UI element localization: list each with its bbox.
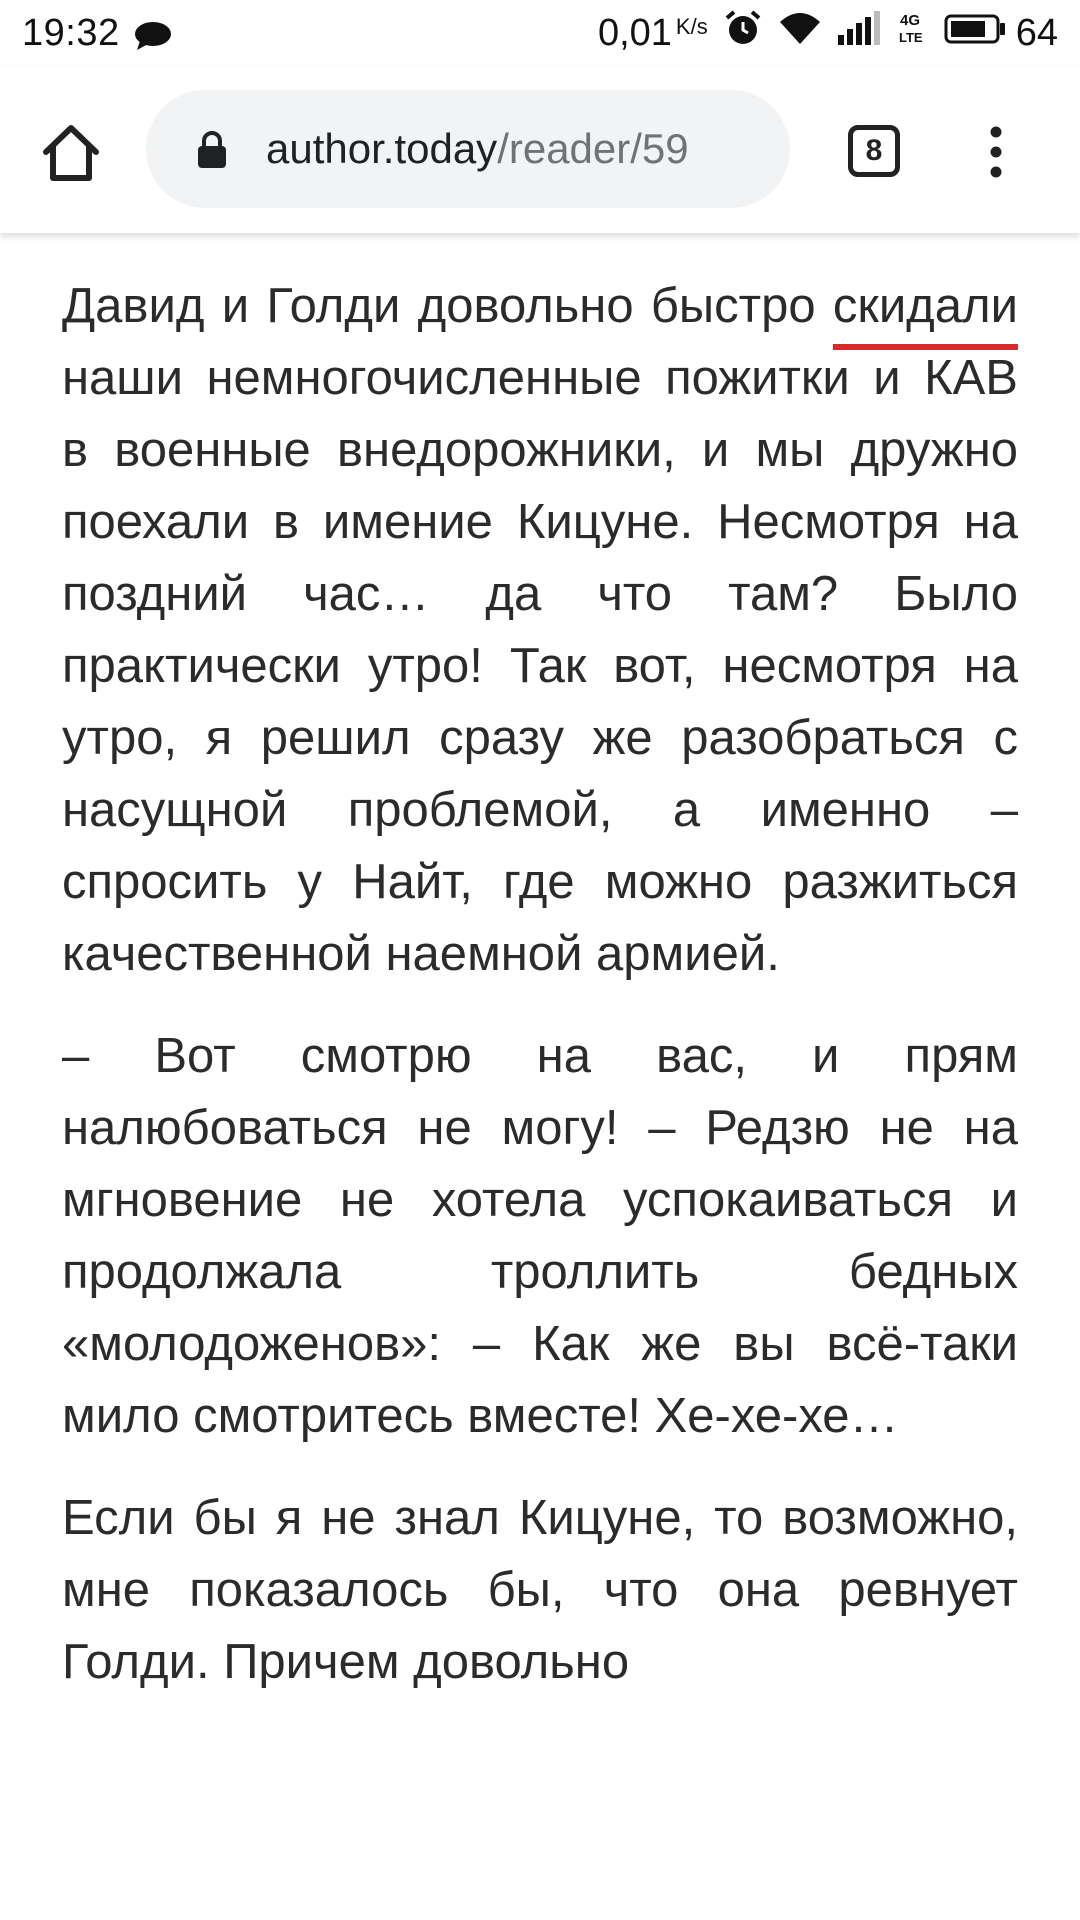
net-speed-unit: K/s <box>675 13 708 39</box>
battery-level: 64 <box>1015 11 1058 54</box>
net-speed-value: 0,01 <box>597 11 672 54</box>
spell-error-word[interactable]: скидали <box>832 279 1018 333</box>
paragraph-1 <box>62 270 1018 990</box>
status-time: 19:32 <box>22 11 120 54</box>
tabs-button[interactable] <box>848 125 900 177</box>
signal-icon <box>838 11 882 55</box>
url-path: /reader/59 <box>497 125 689 172</box>
alarm-icon <box>724 9 762 57</box>
more-vert-icon <box>976 122 1016 182</box>
browser-toolbar <box>0 66 1080 234</box>
chat-icon <box>134 18 172 48</box>
home-button[interactable] <box>38 120 104 186</box>
paragraph-1-start: Давид и Голди довольно быстро <box>62 279 833 333</box>
url-bar[interactable] <box>146 90 790 208</box>
reader-content <box>62 270 1018 1728</box>
tab-count: 8 <box>865 134 883 167</box>
url-text[interactable] <box>266 125 689 173</box>
paragraph-3: Если бы я не знал Кицуне, то возможно, мне показалось бы, что она ревнует Голди. Причем довольно <box>62 1491 1018 1689</box>
url-domain: author.today <box>266 125 498 172</box>
svg-text:LTE: LTE <box>898 30 923 45</box>
battery-icon <box>944 12 1006 55</box>
paragraph-1-rest: наши немногочисленные пожитки и КАВ в военные внедорожники, и мы дружно поехали в имение Кицуне. Несмотря на поздний час… да что там? Было практически утро! Так вот, несмотря на утро, я решил сразу же разобраться с насущной проблемой, а именно – спросить у Найт, где можно разжиться качественной наемной армией. <box>62 351 1018 981</box>
paragraph-2: – Вот смотрю на вас, и прям налюбоваться не могу! – Редзю не на мгновение не хотела успокаиваться и продолжала троллить бедных «молодоженов»: – Как же вы всё-таки мило смотритесь вместе! Хе-хе-хе… <box>62 1029 1018 1443</box>
menu-button[interactable] <box>976 122 1016 182</box>
status-bar <box>0 0 1080 66</box>
lte-icon <box>898 10 928 56</box>
lock-icon[interactable] <box>196 130 228 168</box>
wifi-icon <box>778 10 822 56</box>
status-left <box>22 12 172 55</box>
home-icon <box>38 120 104 186</box>
status-right <box>582 9 1058 57</box>
net-speed <box>598 12 708 55</box>
svg-text:4G: 4G <box>899 12 920 29</box>
